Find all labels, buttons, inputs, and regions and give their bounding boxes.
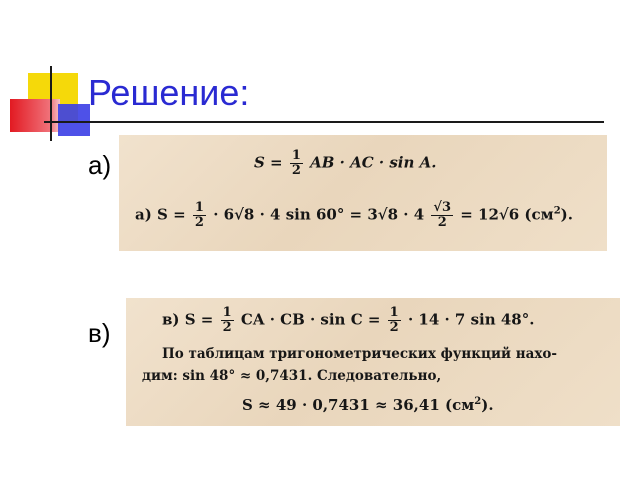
solution-b-line2: По таблицам тригонометрических функций нахо- [162, 346, 557, 362]
decor-red-bar [10, 99, 60, 132]
solution-a-line: а) S = $\frac{1}{2}$ · 6√8 · 4 sin 60° = 3√8 · 4 $\frac{√3}{2}$ = 12√6 $(см^2)$. [135, 200, 573, 230]
solution-b-line4: S ≈ 49 · 0,7431 ≈ 36,41 $(см^2)$. [242, 396, 494, 414]
solution-image-a [119, 135, 607, 251]
solution-b-line1: в) S = $\frac{1}{2}$ CA · CB · sin C = $\frac{1}{2}$ · 14 · 7 sin 48°. [162, 305, 535, 335]
fraction-one-half: $\frac{1}{2}$ [291, 148, 301, 178]
title-underline [44, 121, 604, 123]
solution-image-b [126, 298, 620, 426]
decor-blue-square [58, 104, 90, 136]
solution-b-line3: дим: sin 48° ≈ 0,7431. Следовательно, [142, 368, 442, 384]
slide-title: Решение: [88, 72, 250, 113]
part-a-label: а) [88, 150, 112, 180]
decor-vertical-line [50, 66, 52, 141]
area-formula: S = $\frac{1}{2}$ AB · AC · sin A. [254, 148, 437, 178]
part-b-label: в) [88, 318, 111, 348]
